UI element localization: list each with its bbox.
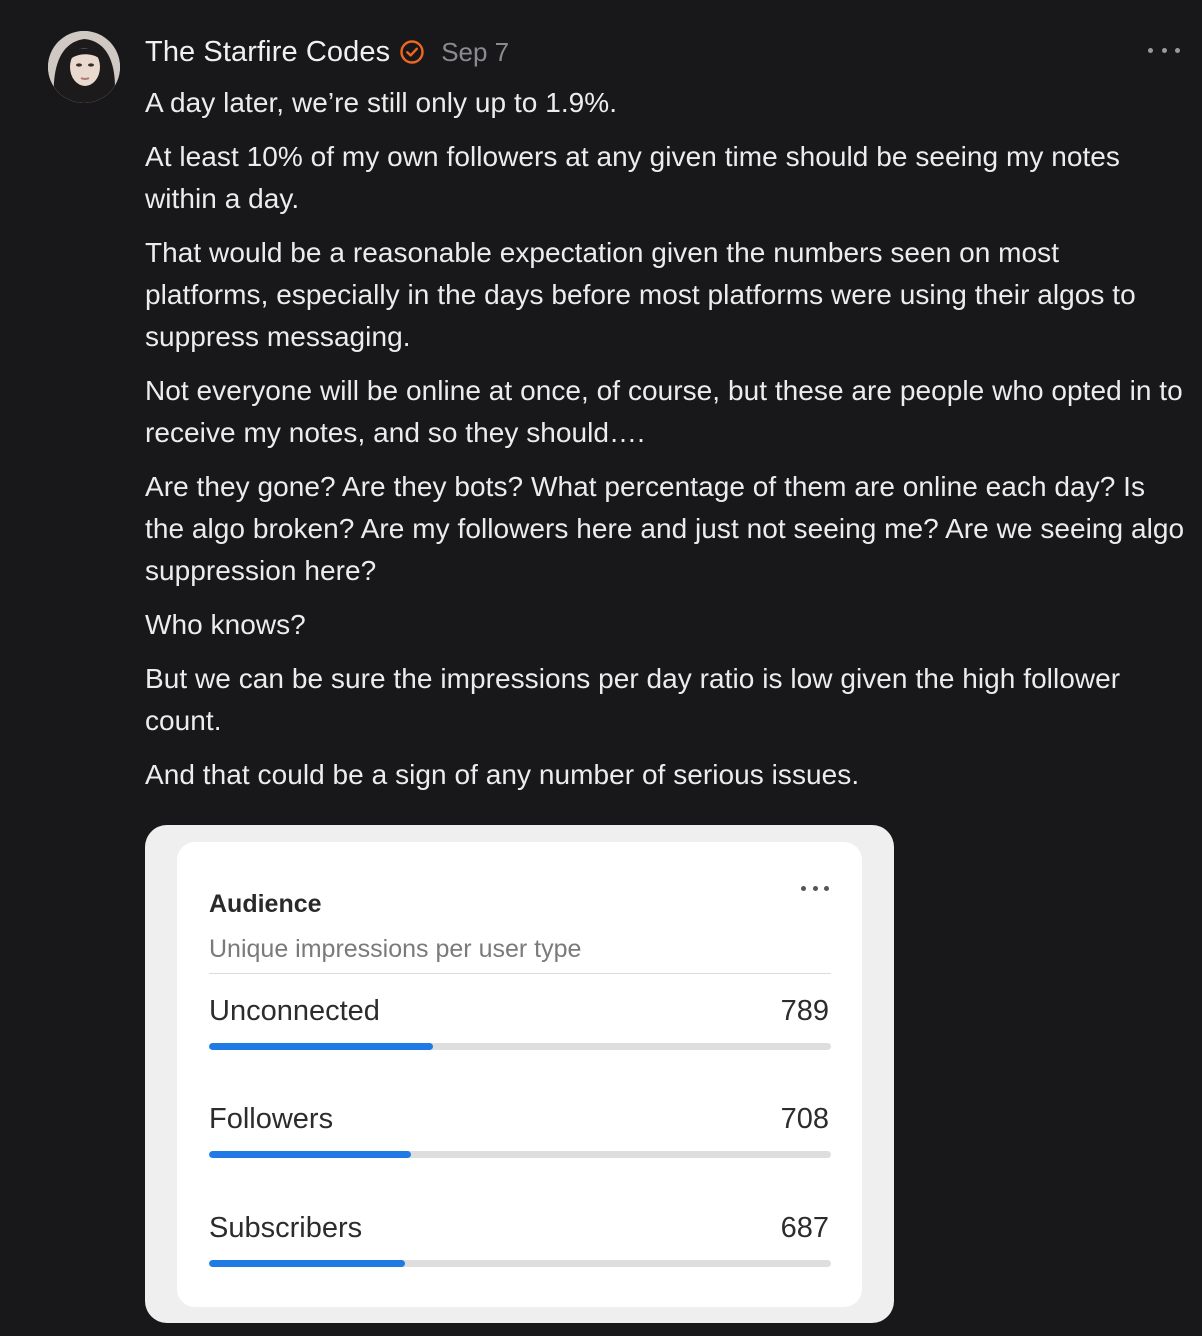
- audience-row-label: Followers: [209, 1103, 334, 1135]
- progress-track: [209, 1260, 831, 1267]
- audience-row-unconnected: [209, 995, 831, 1065]
- post-paragraph: But we can be sure the impressions per day ratio is low given the high follower count.: [145, 663, 1121, 736]
- audience-card-title: Audience: [209, 890, 322, 918]
- post-paragraph: Not everyone will be online at once, of course, but these are people who opted in to receive my notes, and so they should….: [145, 375, 1183, 448]
- audience-row-label: Subscribers: [209, 1212, 363, 1244]
- post-body: [145, 82, 1185, 808]
- progress-fill: [209, 1260, 405, 1267]
- post-paragraph: At least 10% of my own followers at any given time should be seeing my notes within a day.: [145, 141, 1120, 214]
- progress-track: [209, 1151, 831, 1158]
- post-header: [145, 34, 509, 70]
- post-paragraph: Are they gone? Are they bots? What percentage of them are online each day? Is the algo broken? Are my followers here and just not seeing me? Are we seeing algo suppression here?: [145, 471, 1185, 586]
- post-paragraph: Who knows?: [145, 609, 306, 640]
- audience-row-value: 708: [780, 1103, 829, 1135]
- avatar-image: [48, 31, 120, 103]
- verified-check-icon: [399, 39, 425, 65]
- audience-row-followers: [209, 1103, 831, 1173]
- audience-row-subscribers: [209, 1212, 831, 1282]
- audience-card-subtitle: Unique impressions per user type: [209, 935, 582, 963]
- post-paragraph: That would be a reasonable expectation given the numbers seen on most platforms, especially in the days before most platforms were using their algos to suppress messaging.: [145, 237, 1136, 352]
- post-paragraph: A day later, we’re still only up to 1.9%.: [145, 87, 618, 118]
- more-horizontal-icon[interactable]: [1148, 38, 1180, 62]
- author-avatar[interactable]: [48, 31, 120, 103]
- audience-row-value: 687: [780, 1212, 829, 1244]
- progress-fill: [209, 1151, 411, 1158]
- audience-card: [177, 842, 862, 1307]
- card-more-horizontal-icon: [801, 886, 829, 892]
- audience-row-value: 789: [780, 995, 829, 1027]
- card-divider: [209, 973, 831, 974]
- progress-fill: [209, 1043, 433, 1050]
- audience-row-label: Unconnected: [209, 995, 380, 1027]
- progress-track: [209, 1043, 831, 1050]
- post-paragraph: And that could be a sign of any number of serious issues.: [145, 759, 860, 790]
- attached-image[interactable]: [145, 825, 894, 1323]
- post-date[interactable]: Sep 7: [441, 36, 510, 67]
- author-name[interactable]: The Starfire Codes: [145, 35, 391, 68]
